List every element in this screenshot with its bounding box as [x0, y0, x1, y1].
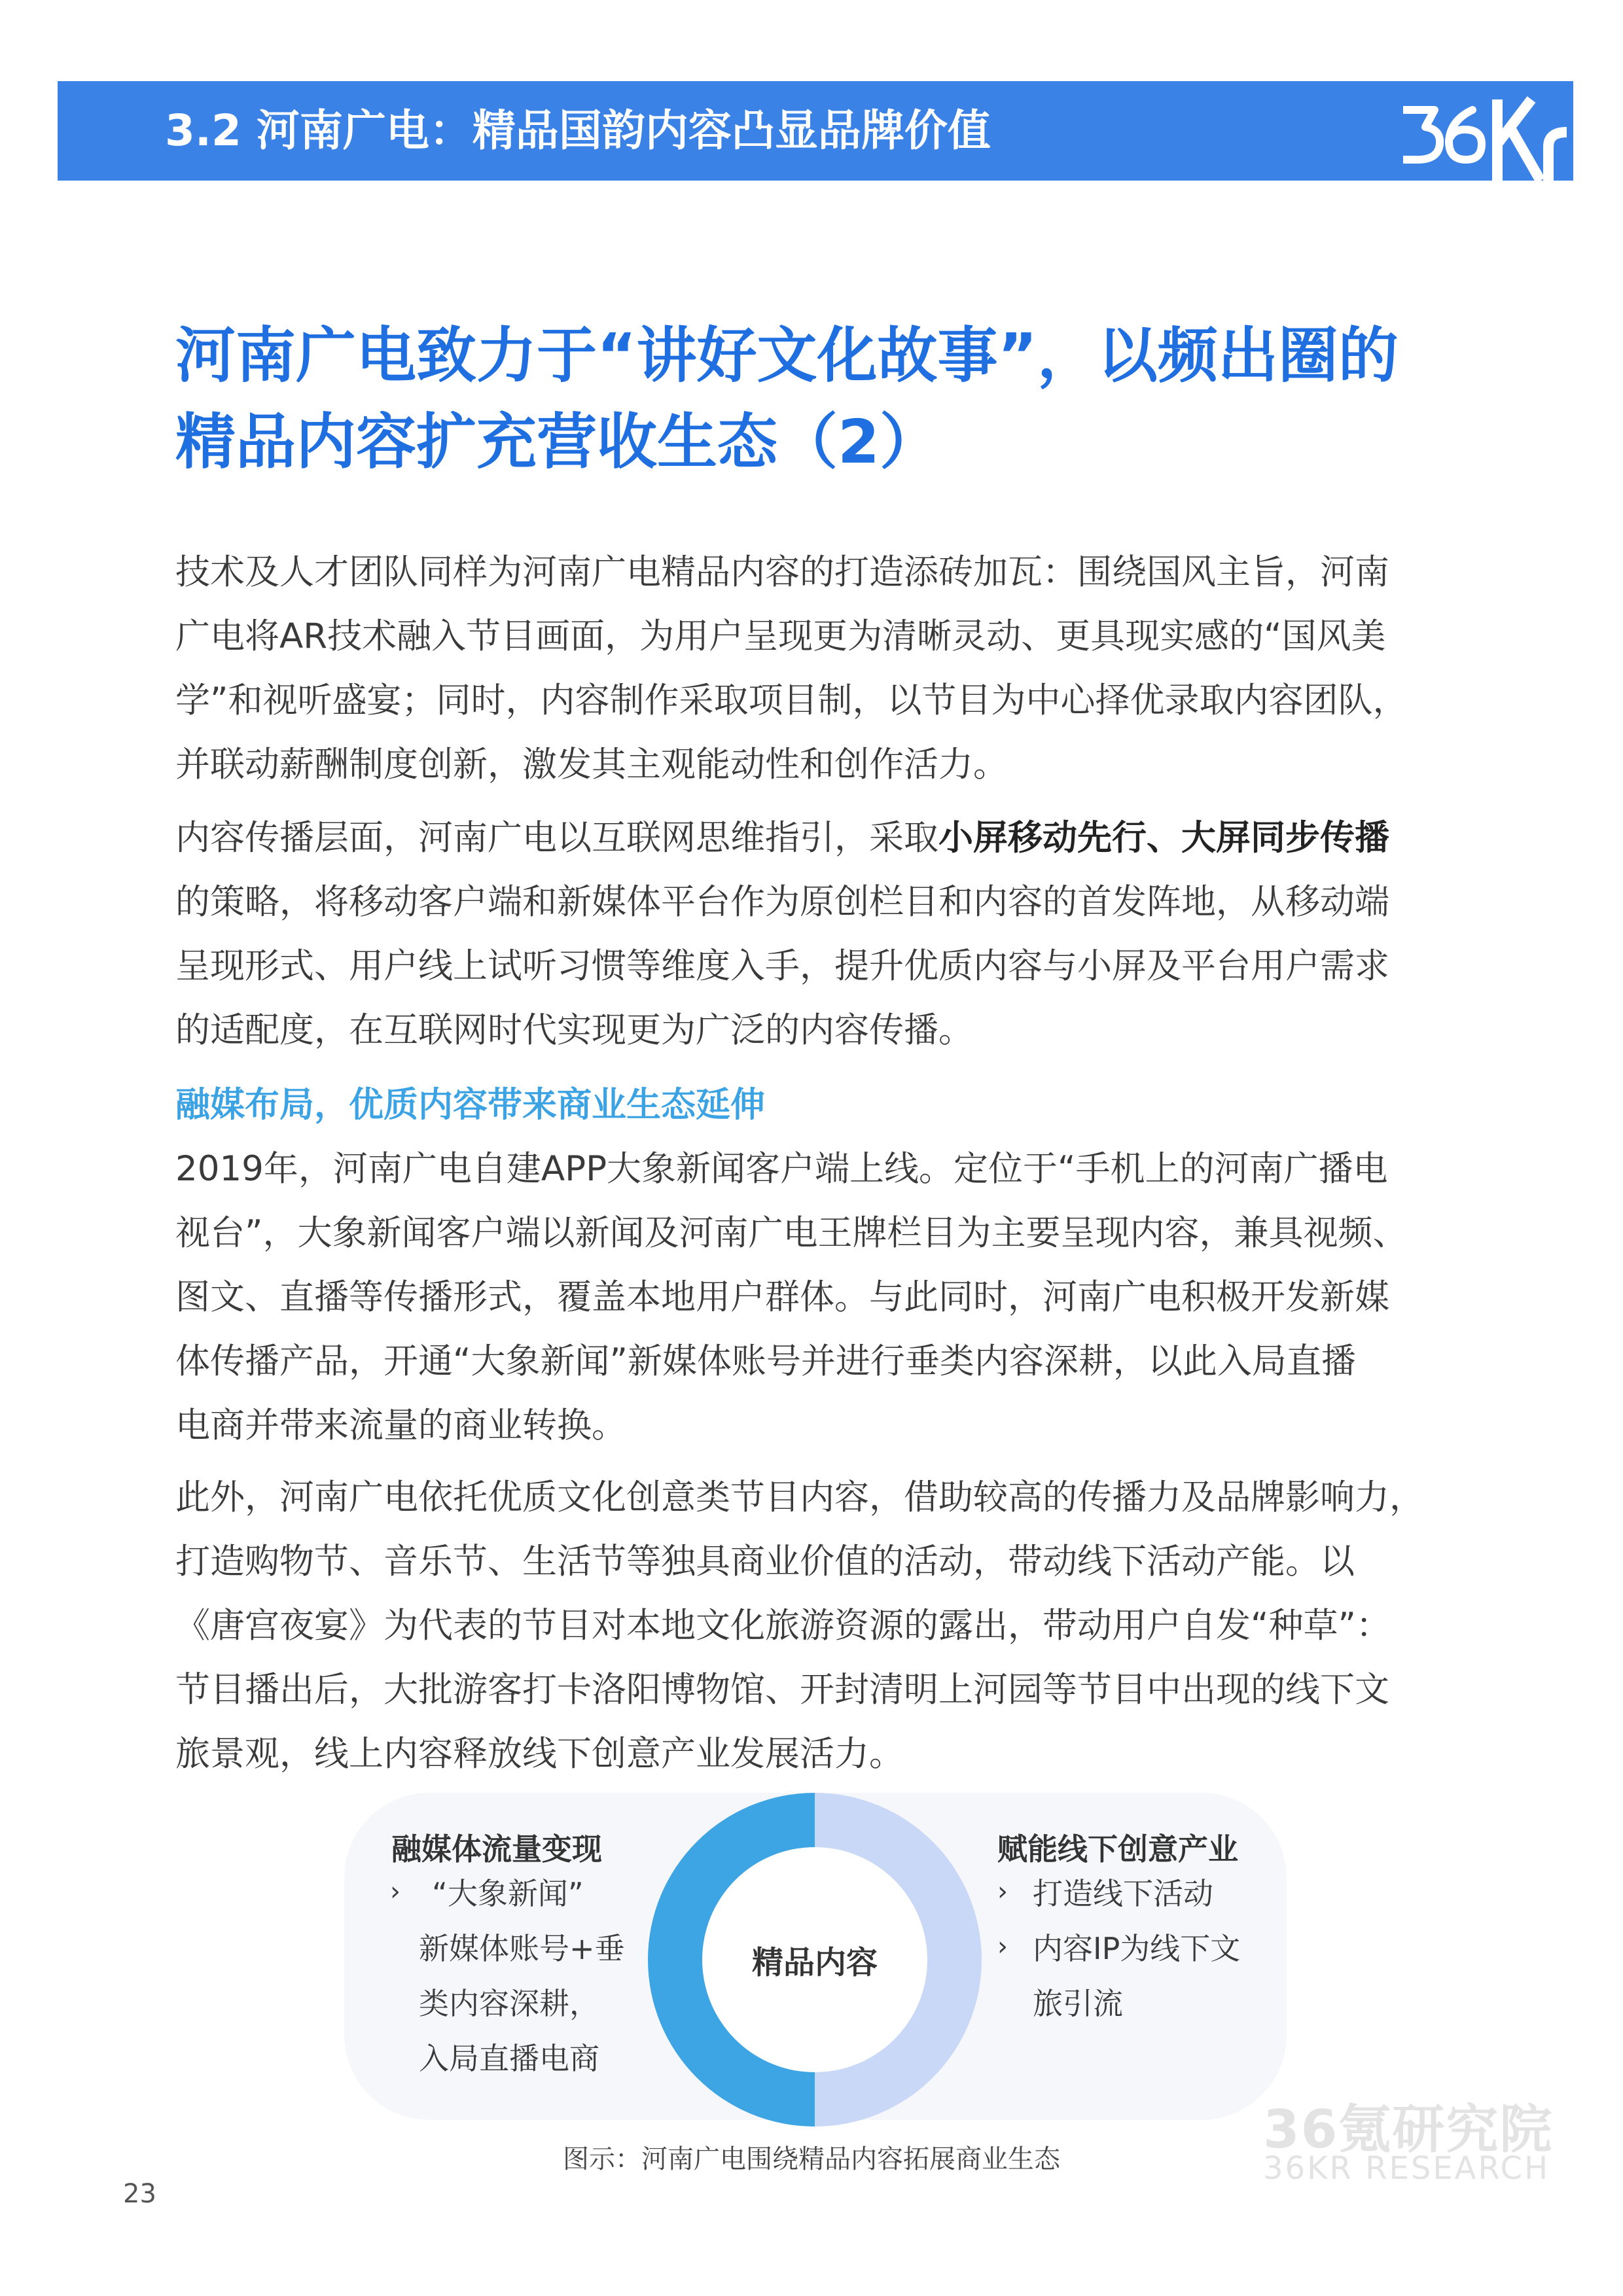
text-line: 的策略，将移动客户端和新媒体平台作为原创栏目和内容的首发阵地，从移动端 — [175, 882, 1389, 922]
watermark-cn: 36氪研究院 — [1263, 2099, 1554, 2160]
text-line: 广电将AR技术融入节目画面，为用户呈现更为清晰灵动、更具现实感的“国风美 — [175, 616, 1386, 656]
36kr-logo — [1377, 81, 1573, 181]
text-line: 并联动薪酬制度创新，激发其主观能动性和创作活力。 — [175, 745, 1008, 785]
chevron-right-icon: › — [997, 1932, 1008, 1962]
text-line — [175, 806, 1478, 870]
left-box-line: 入局直播电商 — [419, 2041, 599, 2076]
text-span: 内容传播层面，河南广电以互联网思维指引，采取 — [175, 818, 938, 858]
main-title-line-1: 河南广电致力于“讲好文化故事”，以频出圈的 — [175, 321, 1399, 391]
main-title-line-2: 精品内容扩充营收生态（2） — [175, 407, 940, 477]
text-line: 呈现形式、用户线上试听习惯等维度入手，提升优质内容与小屏及平台用户需求 — [175, 946, 1389, 986]
figure-caption: 图示：河南广电围绕精品内容拓展商业生态 — [563, 2144, 1060, 2174]
left-box-line: 新媒体账号+垂 — [419, 1931, 625, 1966]
text-line: 节目播出后，大批游客打卡洛阳博物馆、开封清明上河园等节目中出现的线下文 — [175, 1670, 1389, 1710]
text-line: 技术及人才团队同样为河南广电精品内容的打造添砖加瓦：围绕国风主旨，河南 — [175, 552, 1389, 592]
text-line: 打造购物节、音乐节、生活节等独具商业价值的活动，带动线下活动产能。以 — [175, 1542, 1355, 1581]
paragraph-tech-talent — [175, 540, 1478, 797]
text-line: 学”和视听盛宴；同时，内容制作采取项目制，以节目为中心择优录取内容团队， — [175, 680, 1408, 720]
text-line: 《唐宫夜宴》为代表的节目对本地文化旅游资源的露出，带动用户自发“种草”： — [175, 1606, 1391, 1646]
chevron-right-icon: › — [390, 1877, 401, 1907]
main-title — [175, 313, 1497, 486]
left-box-title: 融媒体流量变现 — [391, 1831, 602, 1867]
watermark-en: 36KR RESEARCH — [1263, 2150, 1550, 2187]
text-line: 体传播产品，开通“大象新闻”新媒体账号并进行垂类内容深耕，以此入局直播 — [175, 1341, 1356, 1381]
bold-strategy: 小屏移动先行、大屏同步传播 — [938, 818, 1389, 858]
paragraph-offline — [175, 1466, 1478, 1786]
left-box-line: “大象新闻” — [432, 1876, 584, 1911]
text-line: 旅景观，线上内容释放线下创意产业发展活力。 — [175, 1734, 904, 1774]
left-box-line: 类内容深耕， — [419, 1986, 599, 2021]
right-box-line: 内容IP为线下文 — [1033, 1931, 1241, 1966]
right-box-line: 旅引流 — [1033, 1986, 1123, 2021]
header-bar — [58, 81, 1573, 181]
chevron-right-icon: › — [997, 1877, 1008, 1907]
right-box-title: 赋能线下创意产业 — [997, 1831, 1238, 1867]
subheading: 融媒布局，优质内容带来商业生态延伸 — [175, 1085, 765, 1125]
right-box-line: 打造线下活动 — [1033, 1876, 1213, 1911]
text-line: 的适配度，在互联网时代实现更为广泛的内容传播。 — [175, 1010, 973, 1050]
text-line: 视台”，大象新闻客户端以新闻及河南广电王牌栏目为主要呈现内容，兼具视频、 — [175, 1213, 1408, 1253]
paragraph-distribution — [175, 806, 1478, 1063]
text-line: 此外，河南广电依托优质文化创意类节目内容，借助较高的传播力及品牌影响力， — [175, 1477, 1424, 1517]
section-title: 3.2 河南广电：精品国韵内容凸显品牌价值 — [165, 105, 991, 156]
text-line: 2019年，河南广电自建APP大象新闻客户端上线。定位于“手机上的河南广播电 — [175, 1149, 1388, 1189]
text-line: 图文、直播等传播形式，覆盖本地用户群体。与此同时，河南广电积极开发新媒 — [175, 1277, 1389, 1317]
center-label: 精品内容 — [751, 1944, 878, 1981]
page-number: 23 — [123, 2179, 156, 2209]
text-line: 电商并带来流量的商业转换。 — [175, 1405, 626, 1445]
paragraph-app — [175, 1137, 1478, 1458]
